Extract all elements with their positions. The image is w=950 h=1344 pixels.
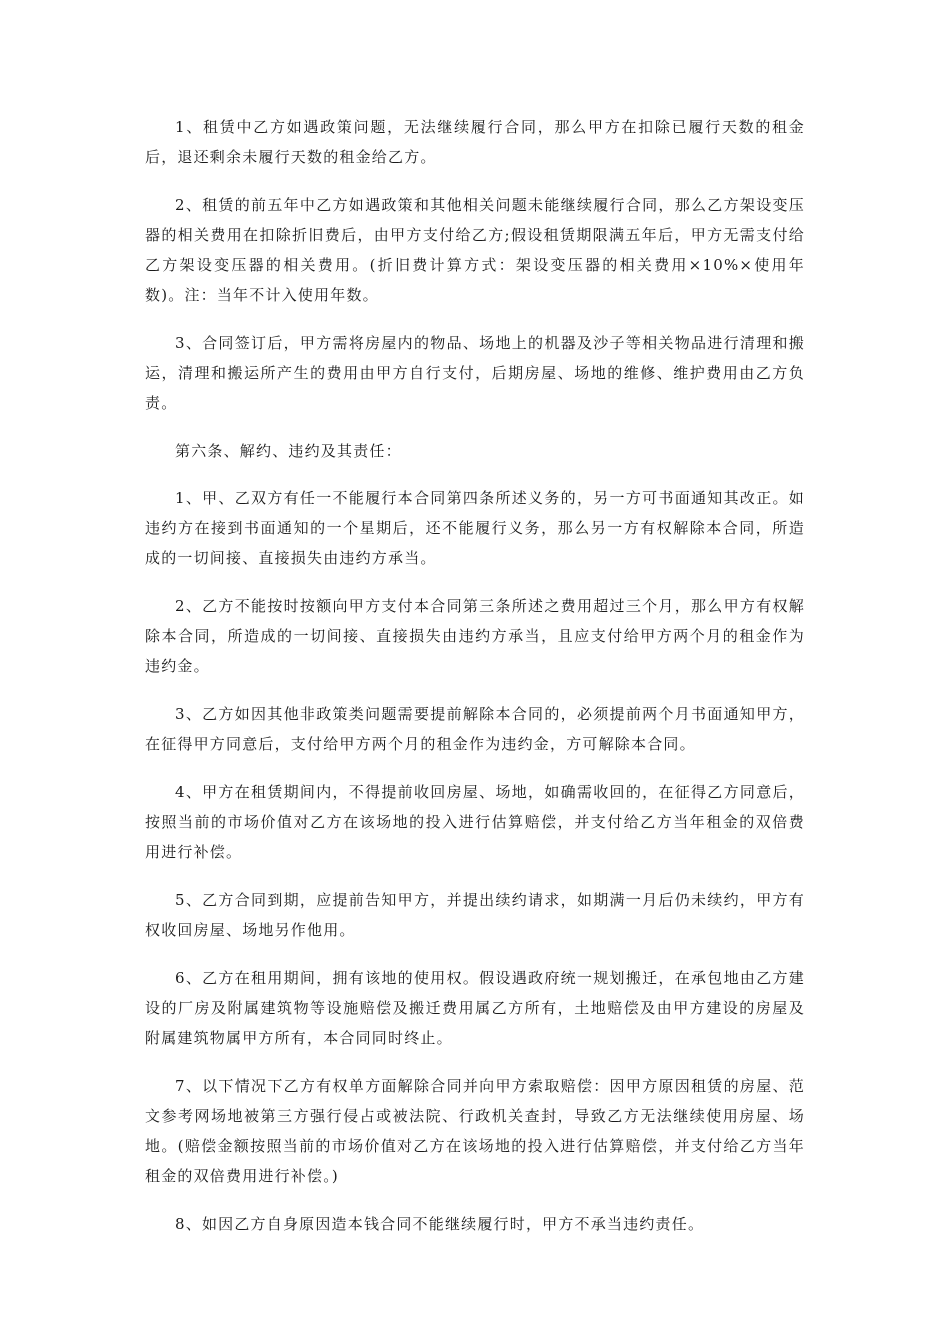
paragraph-clause-6-1: 1、甲、乙双方有任一不能履行本合同第四条所述义务的，另一方可书面通知其改正。如违约方在接到书面通知的一个星期后，还不能履行义务，那么另一方有权解除本合同，所造成的一切间接、直接损失由违约方承当。 [145, 489, 805, 567]
paragraph-clause-6-3: 3、乙方如因其他非政策类问题需要提前解除本合同的，必须提前两个月书面通知甲方，在征得甲方同意后，支付给甲方两个月的租金作为违约金，方可解除本合同。 [145, 705, 805, 753]
paragraph-clause-5-2: 2、租赁的前五年中乙方如遇政策和其他相关问题未能继续履行合同，那么乙方架设变压器的相关费用在扣除折旧费后，由甲方支付给乙方;假设租赁期限满五年后，甲方无需支付给乙方架设变压器的相关费用。(折旧费计算方式：架设变压器的相关费用×10%×使用年数)。注：当年不计入使用年数。 [145, 196, 805, 304]
paragraph-clause-6-6: 6、乙方在租用期间，拥有该地的使用权。假设遇政府统一规划搬迁，在承包地由乙方建设的厂房及附属建筑物等设施赔偿及搬迁费用属乙方所有，土地赔偿及由甲方建设的房屋及附属建筑物属甲方所有，本合同同时终止。 [145, 969, 805, 1047]
paragraph-clause-6-5: 5、乙方合同到期，应提前告知甲方，并提出续约请求，如期满一月后仍未续约，甲方有权收回房屋、场地另作他用。 [145, 891, 805, 939]
paragraph-clause-5-1: 1、租赁中乙方如遇政策问题，无法继续履行合同，那么甲方在扣除已履行天数的租金后，退还剩余未履行天数的租金给乙方。 [145, 118, 805, 166]
document-body [145, 112, 805, 1257]
paragraph-clause-6-4: 4、甲方在租赁期间内，不得提前收回房屋、场地，如确需收回的，在征得乙方同意后，按照当前的市场价值对乙方在该场地的投入进行估算赔偿，并支付给乙方当年租金的双倍费用进行补偿。 [145, 783, 805, 861]
paragraph-clause-6-8: 8、如因乙方自身原因造本钱合同不能继续履行时，甲方不承当违约责任。 [175, 1215, 705, 1233]
section-heading-article-6: 第六条、解约、违约及其责任： [175, 442, 402, 460]
paragraph-clause-6-2: 2、乙方不能按时按额向甲方支付本合同第三条所述之费用超过三个月，那么甲方有权解除本合同，所造成的一切间接、直接损失由违约方承当，且应支付给甲方两个月的租金作为违约金。 [145, 597, 805, 675]
paragraph-clause-6-7: 7、以下情况下乙方有权单方面解除合同并向甲方索取赔偿：因甲方原因租赁的房屋、范文参考网场地被第三方强行侵占或被法院、行政机关查封，导致乙方无法继续使用房屋、场地。(赔偿金额按照当前的市场价值对乙方在该场地的投入进行估算赔偿，并支付给乙方当年租金的双倍费用进行补偿。) [145, 1077, 805, 1185]
paragraph-clause-5-3: 3、合同签订后，甲方需将房屋内的物品、场地上的机器及沙子等相关物品进行清理和搬运，清理和搬运所产生的费用由甲方自行支付，后期房屋、场地的维修、维护费用由乙方负责。 [145, 334, 805, 412]
